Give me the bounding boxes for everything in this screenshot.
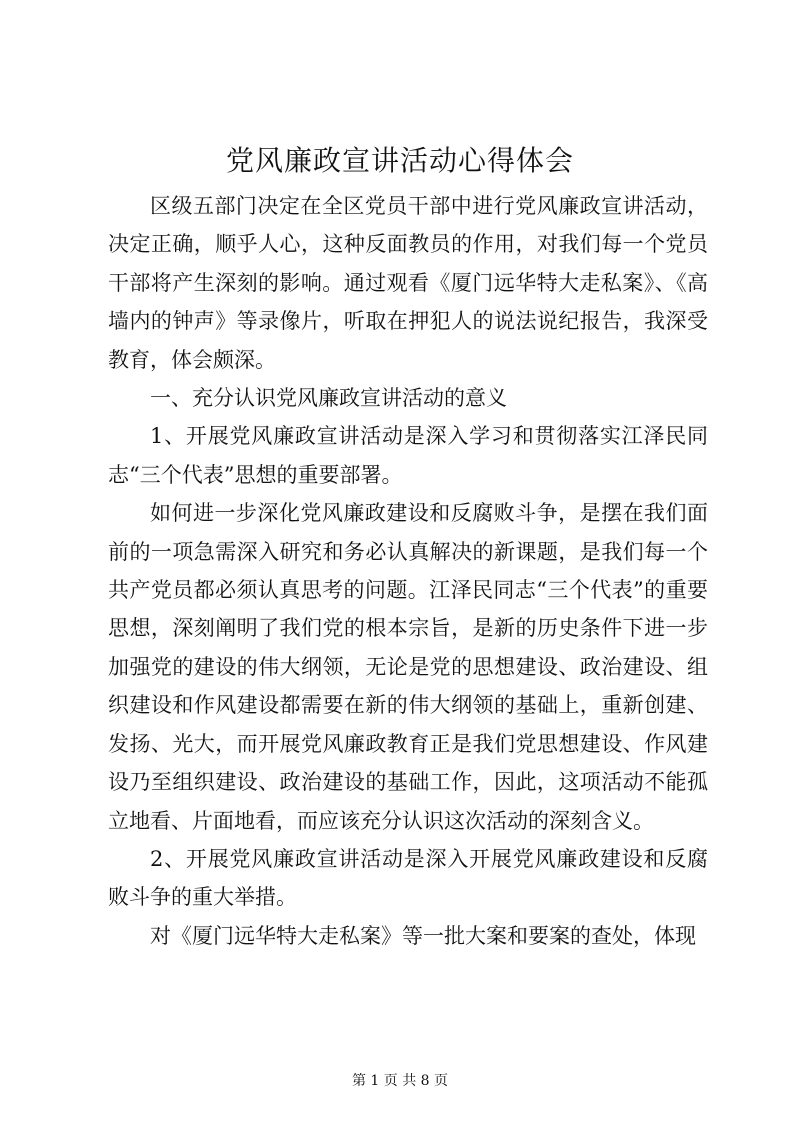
document-body — [108, 187, 708, 955]
page-footer: 第 1 页 共 8 页 — [351, 1073, 449, 1089]
paragraph-point-2-detail: 对《厦门远华特大走私案》等一批大案和要案的查处，体现 — [150, 923, 696, 948]
point-2: 2、开展党风廉政宣讲活动是深入开展党风廉政建设和反腐败斗争的重大举措。 — [108, 846, 708, 910]
paragraph-intro: 区级五部门决定在全区党员干部中进行党风廉政宣讲活动，决定正确，顺乎人心，这种反面教员的作用，对我们每一个党员干部将产生深刻的影响。通过观看《厦门远华特大走私案》、《高墙内的钟声》等录像片，听取在押犯人的说法说纪报告，我深受教育，体会颇深。 — [108, 194, 708, 372]
document-title: 党风廉政宣讲活动心得体会 — [225, 144, 574, 177]
paragraph-point-1-detail: 如何进一步深化党风廉政建设和反腐败斗争，是摆在我们面前的一项急需深入研究和务必认真解决的新课题，是我们每一个共产党员都必须认真思考的问题。江泽民同志“三个代表”的重要思想，深刻阐明了我们党的根本宗旨，是新的历史条件下进一步加强党的建设的伟大纲领，无论是党的思想建设、政治建设、组织建设和作风建设都需要在新的伟大纲领的基础上，重新创建、发扬、光大，而开展党风廉政教育正是我们党思想建设、作风建设乃至组织建设、政治建设的基础工作，因此，这项活动不能孤立地看、片面地看，而应该充分认识这次活动的深刻含义。 — [108, 501, 708, 833]
section-heading-1: 一、充分认识党风廉政宣讲活动的意义 — [150, 386, 507, 411]
point-1: 1、开展党风廉政宣讲活动是深入学习和贯彻落实江泽民同志“三个代表”思想的重要部署。 — [108, 424, 708, 487]
